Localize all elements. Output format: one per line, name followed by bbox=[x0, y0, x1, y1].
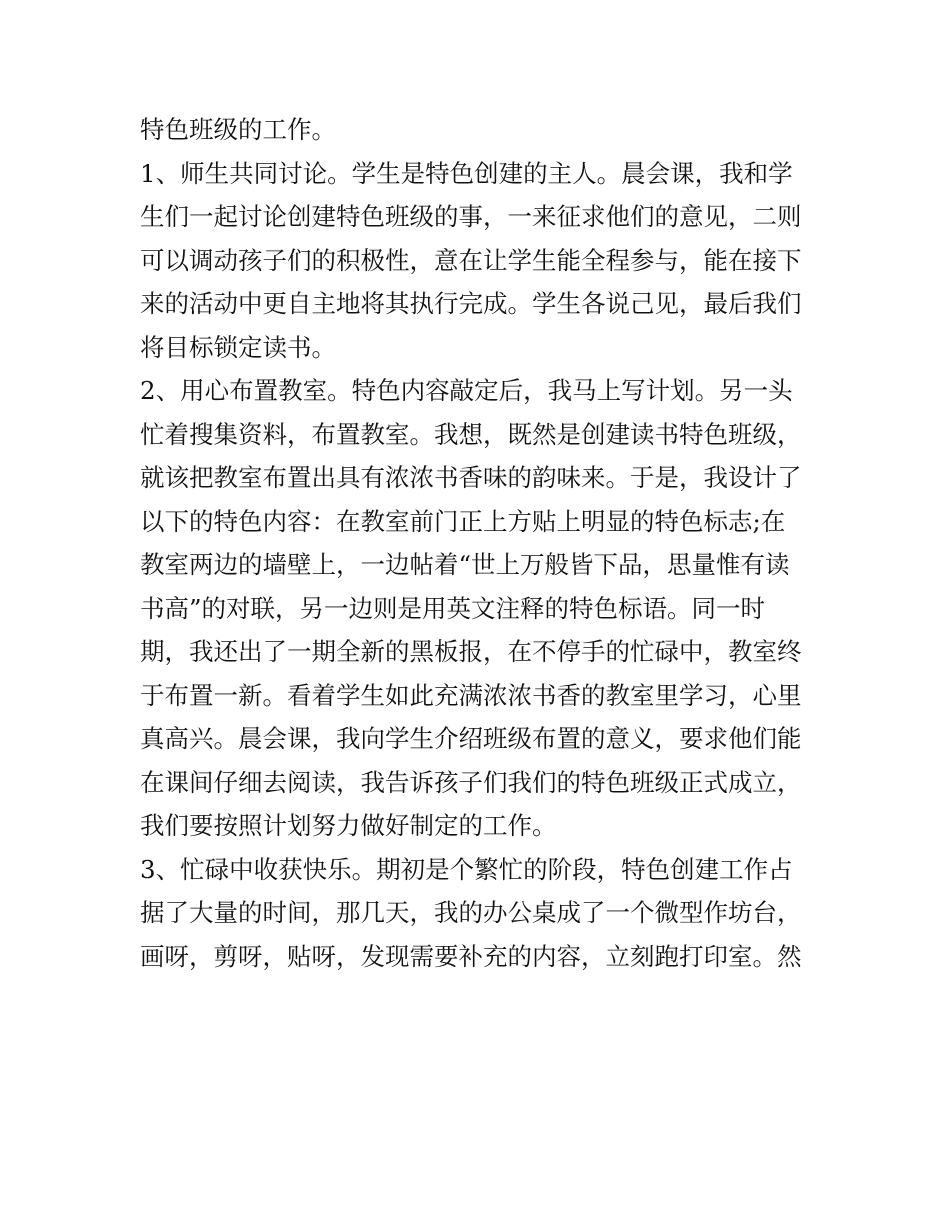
text-line: 书高”的对联，另一边则是用英文注释的特色标语。同一时 bbox=[140, 593, 766, 623]
text-line: 特色班级的工作。 bbox=[140, 115, 336, 144]
text-line: 画呀，剪呀，贴呀，发现需要补充的内容，立刻跑打印室。然 bbox=[140, 941, 802, 971]
text-line: 可以调动孩子们的积极性，意在让学生能全程参与，能在接下 bbox=[140, 245, 802, 275]
text-line: 1、师生共同讨论。学生是特色创建的主人。晨会课，我和学 bbox=[140, 158, 793, 188]
document-body bbox=[140, 108, 820, 978]
text-line: 3、忙碌中收获快乐。期初是个繁忙的阶段，特色创建工作占 bbox=[140, 854, 793, 884]
text-line: 于布置一新。看着学生如此充满浓浓书香的教室里学习，心里 bbox=[140, 680, 802, 710]
text-line: 将目标锁定读书。 bbox=[140, 332, 336, 362]
text-line: 真高兴。晨会课，我向学生介绍班级布置的意义，要求他们能 bbox=[140, 724, 802, 753]
text-line: 以下的特色内容：在教室前门正上方贴上明显的特色标志;在 bbox=[140, 506, 786, 536]
text-line: 在课间仔细去阅读，我告诉孩子们我们的特色班级正式成立， bbox=[140, 767, 802, 797]
text-line: 生们一起讨论创建特色班级的事，一来征求他们的意见，二则 bbox=[140, 202, 802, 231]
text-line: 我们要按照计划努力做好制定的工作。 bbox=[140, 811, 557, 840]
text-line: 据了大量的时间，那几天，我的办公桌成了一个微型作坊台， bbox=[140, 898, 802, 927]
text-line: 教室两边的墙壁上，一边帖着“世上万般皆下品，思量惟有读 bbox=[140, 550, 790, 579]
text-line: 2、用心布置教室。特色内容敲定后，我马上写计划。另一头 bbox=[140, 376, 793, 405]
text-line: 期，我还出了一期全新的黑板报，在不停手的忙碌中，教室终 bbox=[140, 637, 802, 666]
text-line: 就该把教室布置出具有浓浓书香味的韵味来。于是，我设计了 bbox=[140, 463, 802, 492]
text-line: 来的活动中更自主地将其执行完成。学生各说己见，最后我们 bbox=[140, 289, 802, 318]
text-line: 忙着搜集资料，布置教室。我想，既然是创建读书特色班级， bbox=[140, 419, 802, 449]
